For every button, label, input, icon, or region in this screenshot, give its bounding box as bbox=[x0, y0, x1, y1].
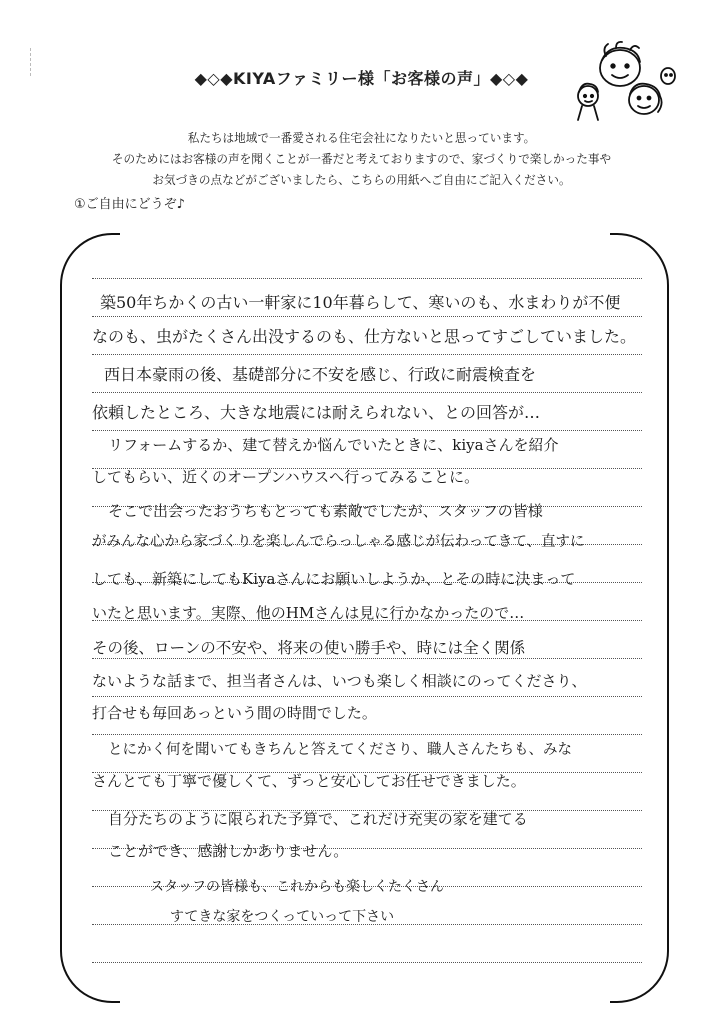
intro-line: 私たちは地域で一番愛される住宅会社になりたいと思っています。 bbox=[187, 131, 536, 145]
handwritten-line: なのも、虫がたくさん出没するのも、仕方ないと思ってすごしていました。 bbox=[92, 327, 637, 346]
handwritten-line: その後、ローンの不安や、将来の使い勝手や、時には全く関係 bbox=[92, 639, 526, 657]
handwritten-line: いたと思います。実際、他のHMさんは見に行かなかったので… bbox=[92, 604, 525, 622]
ruled-line bbox=[92, 354, 642, 355]
handwritten-line: スタッフの皆様も、これからも楽しくたくさん bbox=[150, 879, 444, 895]
handwritten-line: 築50年ちかくの古い一軒家に10年暮らして、寒いのも、水まわりが不便 bbox=[100, 293, 621, 312]
ruled-line bbox=[92, 430, 642, 431]
handwritten-line: さんとても丁寧で優しくて、ずっと安心してお任せできました。 bbox=[92, 772, 526, 790]
handwritten-line: すてきな家をつくっていって下さい bbox=[170, 909, 395, 925]
intro-line: そのためにはお客様の声を聞くことが一番だと考えておりますので、家づくりで楽しかった事や bbox=[111, 152, 612, 166]
ruled-line bbox=[92, 392, 642, 393]
handwritten-line: ないような話まで、担当者さんは、いつも楽しく相談にのってくださり、 bbox=[92, 672, 587, 690]
handwritten-line: がみんな心から家づくりを楽しんでらっしゃる感じが伝わってきて、直すに bbox=[92, 534, 585, 550]
handwritten-line: 自分たちのように限られた予算で、これだけ充実の家を建てる bbox=[108, 810, 528, 828]
handwritten-line: とにかく何を聞いてもきちんと答えてくださり、職人さんたちも、みな bbox=[108, 742, 572, 758]
handwritten-line: そこで出会ったおうちもとっても素敵でしたが、スタッフの皆様 bbox=[108, 502, 543, 520]
ruled-line bbox=[92, 278, 642, 279]
ruled-line bbox=[92, 658, 642, 659]
ruled-line bbox=[92, 962, 642, 963]
handwritten-line: 西日本豪雨の後、基礎部分に不安を感じ、行政に耐震検査を bbox=[104, 365, 537, 384]
page-title: ◆◇◆KIYAファミリー様「お客様の声」◆◇◆ bbox=[194, 69, 529, 88]
handwritten-line: 依頼したところ、大きな地震には耐えられない、との回答が… bbox=[92, 403, 541, 422]
ruled-line bbox=[92, 696, 642, 697]
intro-line: お気づきの点などがございましたら、こちらの用紙へご自由にご記入ください。 bbox=[152, 173, 571, 187]
handwritten-line: しても、新築にしてもKiyaさんにお願いしようか、とその時に決まって bbox=[92, 570, 576, 588]
handwritten-line: ことができ、感謝しかありません。 bbox=[108, 842, 349, 860]
handwritten-line: リフォームするか、建て替えか悩んでいたときに、kiyaさんを紹介 bbox=[108, 436, 559, 454]
handwritten-line: してもらい、近くのオープンハウスへ行ってみることに。 bbox=[92, 468, 480, 486]
ruled-line bbox=[92, 734, 642, 735]
handwritten-line: 打合せも毎回あっという間の時間でした。 bbox=[92, 704, 377, 722]
ruled-line bbox=[92, 316, 642, 317]
free-comment-label: ①ご自由にどうぞ♪ bbox=[74, 197, 185, 212]
